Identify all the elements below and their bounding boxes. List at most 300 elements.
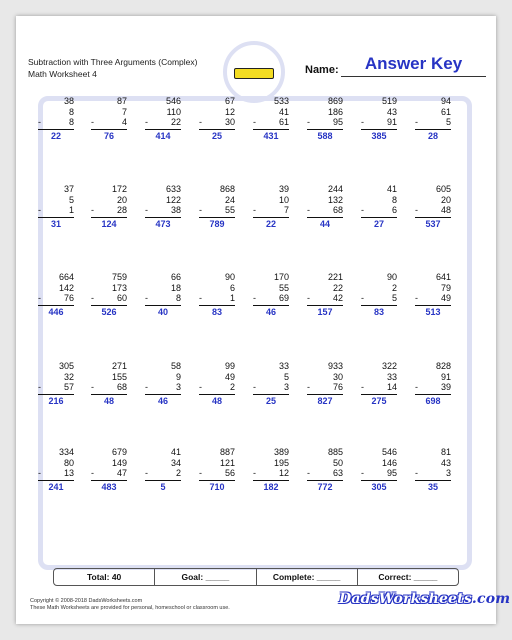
minus-sign: - [91, 468, 94, 478]
worksheet-title: Subtraction with Three Arguments (Complex) [28, 57, 198, 67]
second-subtrahend: 3 [175, 382, 181, 392]
answer: 48 [199, 394, 235, 407]
second-subtrahend: 48 [440, 205, 451, 215]
minus-sign: - [91, 205, 94, 215]
minuend: 221 [327, 272, 343, 282]
first-subtrahend: 12 [224, 106, 235, 117]
second-subtrahend-row [415, 293, 451, 304]
second-subtrahend-row [361, 205, 397, 216]
second-subtrahend-row [38, 293, 74, 304]
first-subtrahend: 5 [283, 371, 289, 382]
minus-sign: - [91, 117, 94, 127]
minus-sign: - [253, 468, 256, 478]
second-subtrahend-row [145, 205, 181, 216]
second-subtrahend-row [91, 382, 127, 393]
second-subtrahend: 1 [68, 205, 74, 215]
minus-sign: - [145, 382, 148, 392]
second-subtrahend-row [38, 468, 74, 479]
answer: 35 [415, 480, 451, 493]
answer: 446 [38, 305, 74, 318]
minus-sign: - [145, 117, 148, 127]
minuend: 58 [170, 361, 181, 371]
second-subtrahend-row [199, 468, 235, 479]
first-subtrahend: 7 [121, 106, 127, 117]
minuend: 41 [170, 447, 181, 457]
minus-sign: - [38, 468, 41, 478]
problem-item [145, 447, 181, 493]
complete-cell: Complete: _____ [256, 569, 357, 585]
minus-sign: - [199, 117, 202, 127]
goal-cell: Goal: _____ [154, 569, 255, 585]
minuend: 887 [219, 447, 235, 457]
minus-sign: - [145, 468, 148, 478]
minuend: 90 [386, 272, 397, 282]
problem-item [415, 96, 451, 142]
minuend: 546 [381, 447, 397, 457]
answer: 414 [145, 129, 181, 142]
second-subtrahend: 5 [445, 117, 451, 127]
minuend: 94 [440, 96, 451, 106]
answer: 27 [361, 217, 397, 230]
minus-sign: - [361, 382, 364, 392]
first-subtrahend: 149 [111, 457, 127, 468]
minus-sign: - [199, 468, 202, 478]
answer: 28 [415, 129, 451, 142]
second-subtrahend: 8 [175, 293, 181, 303]
minus-sign: - [253, 382, 256, 392]
second-subtrahend: 56 [224, 468, 235, 478]
problem-item [91, 447, 127, 493]
answer: 22 [253, 217, 289, 230]
minuend: 37 [63, 184, 74, 194]
minus-sign: - [199, 293, 202, 303]
second-subtrahend-row [307, 382, 343, 393]
minus-sign: - [253, 117, 256, 127]
second-subtrahend-row [38, 382, 74, 393]
second-subtrahend: 28 [116, 205, 127, 215]
problem-item [361, 361, 397, 407]
answer: 385 [361, 129, 397, 142]
second-subtrahend: 3 [445, 468, 451, 478]
second-subtrahend-row [199, 117, 235, 128]
second-subtrahend: 68 [116, 382, 127, 392]
answer: 5 [145, 480, 181, 493]
logo-text-dads: Dads [339, 591, 379, 607]
second-subtrahend: 6 [391, 205, 397, 215]
answer: 588 [307, 129, 343, 142]
problem-item [253, 184, 289, 230]
minuend: 605 [435, 184, 451, 194]
first-subtrahend: 24 [224, 194, 235, 205]
minus-sign: - [253, 205, 256, 215]
minuend: 641 [435, 272, 451, 282]
first-subtrahend: 195 [273, 457, 289, 468]
minus-sign: - [415, 468, 418, 478]
problem-item [307, 361, 343, 407]
problem-item [145, 272, 181, 318]
answer: 76 [91, 129, 127, 142]
second-subtrahend: 69 [278, 293, 289, 303]
second-subtrahend: 22 [170, 117, 181, 127]
minus-sign: - [91, 293, 94, 303]
problem-item [145, 184, 181, 230]
second-subtrahend-row [307, 205, 343, 216]
problem-item [361, 96, 397, 142]
minuend: 66 [170, 272, 181, 282]
second-subtrahend-row [415, 468, 451, 479]
second-subtrahend: 76 [332, 382, 343, 392]
first-subtrahend: 146 [381, 457, 397, 468]
score-footer [53, 568, 459, 586]
first-subtrahend: 33 [386, 371, 397, 382]
minus-sign: - [415, 293, 418, 303]
first-subtrahend: 9 [175, 371, 181, 382]
second-subtrahend: 12 [278, 468, 289, 478]
first-subtrahend: 91 [440, 371, 451, 382]
worksheet-subtitle: Math Worksheet 4 [28, 69, 97, 79]
second-subtrahend: 2 [229, 382, 235, 392]
minuend: 868 [219, 184, 235, 194]
problem-item [361, 184, 397, 230]
problem-item [38, 447, 74, 493]
second-subtrahend: 55 [224, 205, 235, 215]
problem-item [253, 447, 289, 493]
minuend: 87 [116, 96, 127, 106]
second-subtrahend-row [361, 117, 397, 128]
first-subtrahend: 43 [440, 457, 451, 468]
first-subtrahend: 18 [170, 282, 181, 293]
second-subtrahend-row [38, 205, 74, 216]
second-subtrahend-row [91, 468, 127, 479]
first-subtrahend: 20 [440, 194, 451, 205]
problem-item [415, 361, 451, 407]
answer: 25 [199, 129, 235, 142]
problem-item [307, 96, 343, 142]
problem-item [199, 361, 235, 407]
minuend: 885 [327, 447, 343, 457]
minuend: 170 [273, 272, 289, 282]
second-subtrahend: 68 [332, 205, 343, 215]
second-subtrahend-row [38, 117, 74, 128]
logo-text-domain: .com [471, 591, 511, 607]
problem-item [199, 96, 235, 142]
problem-item [91, 361, 127, 407]
answer: 25 [253, 394, 289, 407]
minuend: 334 [58, 447, 74, 457]
second-subtrahend: 57 [63, 382, 74, 392]
first-subtrahend: 30 [332, 371, 343, 382]
second-subtrahend: 1 [229, 293, 235, 303]
problem-item [415, 184, 451, 230]
second-subtrahend: 61 [278, 117, 289, 127]
answer: 48 [91, 394, 127, 407]
minuend: 305 [58, 361, 74, 371]
second-subtrahend-row [361, 293, 397, 304]
minus-sign: - [307, 382, 310, 392]
second-subtrahend-row [253, 468, 289, 479]
second-subtrahend-row [199, 205, 235, 216]
copyright-line: Copyright © 2008-2018 DadsWorksheets.com [30, 598, 143, 604]
minuend: 633 [165, 184, 181, 194]
second-subtrahend: 95 [332, 117, 343, 127]
minus-sign: - [361, 293, 364, 303]
problem-item [361, 272, 397, 318]
answer: 305 [361, 480, 397, 493]
first-subtrahend: 43 [386, 106, 397, 117]
problem-item [361, 447, 397, 493]
second-subtrahend-row [415, 117, 451, 128]
second-subtrahend: 60 [116, 293, 127, 303]
second-subtrahend: 47 [116, 468, 127, 478]
minuend: 533 [273, 96, 289, 106]
second-subtrahend-row [199, 293, 235, 304]
answer: 710 [199, 480, 235, 493]
minus-sign: - [38, 117, 41, 127]
minuend: 759 [111, 272, 127, 282]
second-subtrahend-row [91, 117, 127, 128]
problem-item [91, 184, 127, 230]
total-cell: Total: 40 [86, 572, 122, 582]
second-subtrahend: 3 [283, 382, 289, 392]
second-subtrahend: 76 [63, 293, 74, 303]
answer: 789 [199, 217, 235, 230]
first-subtrahend: 122 [165, 194, 181, 205]
minus-sign: - [415, 117, 418, 127]
minus-sign: - [253, 293, 256, 303]
worksheet-title-block [28, 56, 197, 80]
name-label: Name: [305, 64, 339, 76]
first-subtrahend: 50 [332, 457, 343, 468]
first-subtrahend: 49 [224, 371, 235, 382]
second-subtrahend-row [307, 468, 343, 479]
first-subtrahend: 132 [327, 194, 343, 205]
second-subtrahend-row [307, 117, 343, 128]
second-subtrahend: 38 [170, 205, 181, 215]
second-subtrahend-row [91, 293, 127, 304]
minus-sign: - [361, 117, 364, 127]
problem-item [199, 272, 235, 318]
minuend: 828 [435, 361, 451, 371]
first-subtrahend: 142 [58, 282, 74, 293]
second-subtrahend-row [361, 382, 397, 393]
second-subtrahend: 4 [121, 117, 127, 127]
problem-item [145, 361, 181, 407]
answer: 431 [253, 129, 289, 142]
second-subtrahend: 95 [386, 468, 397, 478]
second-subtrahend-row [307, 293, 343, 304]
first-subtrahend: 34 [170, 457, 181, 468]
correct-cell: Correct: _____ [357, 569, 458, 585]
minus-sign: - [307, 468, 310, 478]
first-subtrahend: 6 [229, 282, 235, 293]
second-subtrahend-row [145, 293, 181, 304]
second-subtrahend-row [145, 382, 181, 393]
first-subtrahend: 41 [278, 106, 289, 117]
problems-frame [38, 96, 472, 570]
problem-item [145, 96, 181, 142]
problem-item [199, 184, 235, 230]
minuend: 90 [224, 272, 235, 282]
minuend: 67 [224, 96, 235, 106]
minus-sign: - [415, 382, 418, 392]
answer: 275 [361, 394, 397, 407]
answer: 83 [361, 305, 397, 318]
logo-text-worksheets: Worksheets [378, 591, 472, 607]
second-subtrahend-row [361, 468, 397, 479]
second-subtrahend-row [145, 468, 181, 479]
first-subtrahend: 79 [440, 282, 451, 293]
second-subtrahend-row [253, 293, 289, 304]
minus-sign: - [38, 293, 41, 303]
second-subtrahend-row [253, 382, 289, 393]
minus-sign: - [307, 117, 310, 127]
second-subtrahend: 49 [440, 293, 451, 303]
first-subtrahend: 10 [278, 194, 289, 205]
minus-sign: - [38, 382, 41, 392]
first-subtrahend: 61 [440, 106, 451, 117]
problem-item [91, 272, 127, 318]
minuend: 519 [381, 96, 397, 106]
second-subtrahend: 14 [386, 382, 397, 392]
second-subtrahend: 42 [332, 293, 343, 303]
first-subtrahend: 121 [219, 457, 235, 468]
problem-item [199, 447, 235, 493]
answer: 526 [91, 305, 127, 318]
minuend: 38 [63, 96, 74, 106]
first-subtrahend: 186 [327, 106, 343, 117]
minuend: 81 [440, 447, 451, 457]
problem-item [38, 272, 74, 318]
second-subtrahend: 30 [224, 117, 235, 127]
first-subtrahend: 5 [68, 194, 74, 205]
minuend: 39 [278, 184, 289, 194]
minuend: 322 [381, 361, 397, 371]
minus-sign: - [38, 205, 41, 215]
answer: 83 [199, 305, 235, 318]
gold-bar-icon [234, 68, 274, 79]
problem-item [253, 96, 289, 142]
answer: 827 [307, 394, 343, 407]
answer: 216 [38, 394, 74, 407]
minus-sign: - [199, 382, 202, 392]
second-subtrahend-row [415, 382, 451, 393]
answer: 44 [307, 217, 343, 230]
problem-item [415, 447, 451, 493]
copyright-notice [30, 598, 230, 612]
answer: 46 [145, 394, 181, 407]
problem-item [307, 272, 343, 318]
worksheet-page [16, 16, 511, 624]
first-subtrahend: 32 [63, 371, 74, 382]
dadsworksheets-logo [339, 591, 510, 607]
problem-item [38, 96, 74, 142]
minus-sign: - [145, 293, 148, 303]
answer: 157 [307, 305, 343, 318]
minus-sign: - [361, 205, 364, 215]
minus-sign: - [145, 205, 148, 215]
second-subtrahend-row [91, 205, 127, 216]
first-subtrahend: 22 [332, 282, 343, 293]
first-subtrahend: 2 [391, 282, 397, 293]
answer: 241 [38, 480, 74, 493]
second-subtrahend: 8 [68, 117, 74, 127]
problem-item [38, 361, 74, 407]
answer: 473 [145, 217, 181, 230]
minuend: 99 [224, 361, 235, 371]
answer: 124 [91, 217, 127, 230]
answer: 40 [145, 305, 181, 318]
minuend: 869 [327, 96, 343, 106]
second-subtrahend: 63 [332, 468, 343, 478]
problem-item [91, 96, 127, 142]
answer-key-heading: Answer Key [341, 52, 486, 77]
first-subtrahend: 155 [111, 371, 127, 382]
second-subtrahend-row [253, 117, 289, 128]
minus-sign: - [199, 205, 202, 215]
minuend: 172 [111, 184, 127, 194]
answer: 513 [415, 305, 451, 318]
second-subtrahend: 5 [391, 293, 397, 303]
minuend: 33 [278, 361, 289, 371]
minus-sign: - [307, 205, 310, 215]
minuend: 271 [111, 361, 127, 371]
first-subtrahend: 110 [166, 106, 181, 117]
problem-item [253, 272, 289, 318]
minuend: 41 [386, 184, 397, 194]
answer: 182 [253, 480, 289, 493]
second-subtrahend: 7 [283, 205, 289, 215]
answer: 31 [38, 217, 74, 230]
second-subtrahend: 13 [63, 468, 74, 478]
first-subtrahend: 173 [111, 282, 127, 293]
second-subtrahend: 39 [440, 382, 451, 392]
answer: 46 [253, 305, 289, 318]
answer: 537 [415, 217, 451, 230]
answer: 772 [307, 480, 343, 493]
answer: 22 [38, 129, 74, 142]
minus-sign: - [91, 382, 94, 392]
second-subtrahend: 2 [175, 468, 181, 478]
minuend: 244 [327, 184, 343, 194]
usage-line: These Math Worksheets are provided for personal, homeschool or classroom use. [30, 605, 230, 611]
second-subtrahend-row [253, 205, 289, 216]
minus-sign: - [361, 468, 364, 478]
minus-sign: - [415, 205, 418, 215]
minuend: 664 [58, 272, 74, 282]
first-subtrahend: 20 [116, 194, 127, 205]
first-subtrahend: 80 [63, 457, 74, 468]
second-subtrahend-row [199, 382, 235, 393]
minus-sign: - [307, 293, 310, 303]
problem-item [415, 272, 451, 318]
answer: 698 [415, 394, 451, 407]
minuend: 679 [111, 447, 127, 457]
problem-item [253, 361, 289, 407]
minuend: 546 [165, 96, 181, 106]
second-subtrahend: 91 [386, 117, 397, 127]
second-subtrahend-row [415, 205, 451, 216]
first-subtrahend: 55 [278, 282, 289, 293]
minuend: 933 [327, 361, 343, 371]
minuend: 389 [273, 447, 289, 457]
problem-item [307, 447, 343, 493]
first-subtrahend: 8 [68, 106, 74, 117]
first-subtrahend: 8 [391, 194, 397, 205]
problem-item [307, 184, 343, 230]
second-subtrahend-row [145, 117, 181, 128]
problem-item [38, 184, 74, 230]
answer: 483 [91, 480, 127, 493]
